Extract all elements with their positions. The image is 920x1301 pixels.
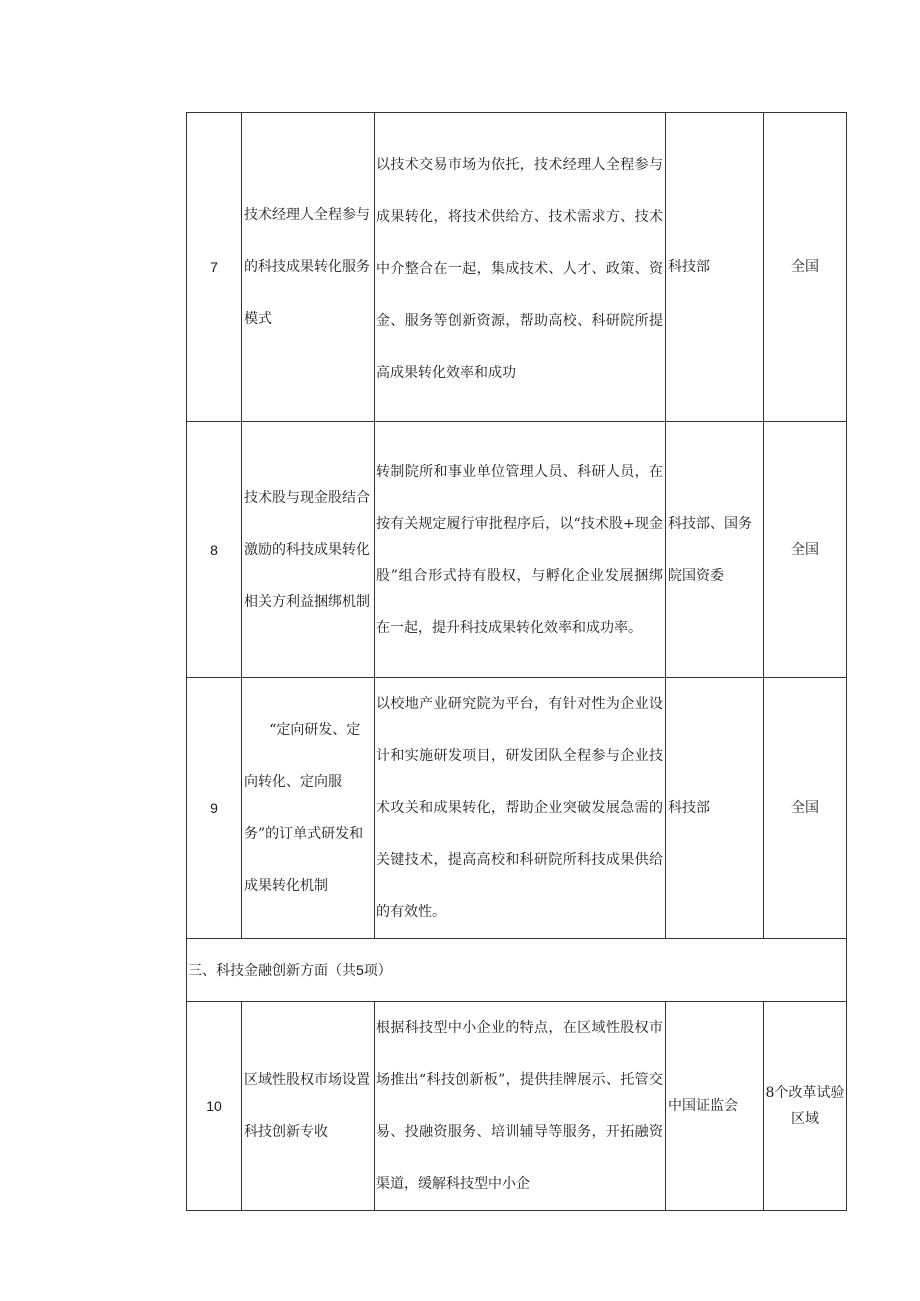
item-description: 以校地产业研究院为平台，有针对性为企业设计和实施研发项目，研发团队全程参与企业技术攻关和成果转化，帮助企业突破发展急需的关键技术，提高高校和科研院所科技成果供给的有效性。 <box>375 678 666 939</box>
table-row <box>187 1002 847 1211</box>
item-description: 以技术交易市场为依托，技术经理人全程参与成果转化，将技术供给方、技术需求方、技术中介整合在一起，集成技术、人才、政策、资金、服务等创新资源，帮助高校、科研院所提高成果转化效率和成功 <box>375 113 666 422</box>
item-description: 根据科技型中小企业的特点，在区域性股权市场推出“科技创新板”，提供挂牌展示、托管交易、投融资服务、培训辅导等服务，开拓融资渠道，缓解科技型中小企 <box>375 1002 666 1211</box>
item-name: 技术经理人全程参与的科技成果转化服务模式 <box>242 113 375 422</box>
item-name: 区域性股权市场设置科技创新专收 <box>242 1002 375 1211</box>
item-department: 科技部 <box>666 113 764 422</box>
item-name: “定向研发、定向转化、定向服务”的订单式研发和成果转化机制 <box>242 678 375 939</box>
reform-items-table <box>186 112 847 1211</box>
item-scope: 全国 <box>764 422 847 678</box>
section-title: 三、科技金融创新方面（共5项） <box>187 939 847 1002</box>
table-row <box>187 678 847 939</box>
item-department: 科技部 <box>666 678 764 939</box>
table-row <box>187 113 847 422</box>
table-row <box>187 422 847 678</box>
row-number: 10 <box>187 1002 242 1211</box>
item-department: 中国证监会 <box>666 1002 764 1211</box>
item-name: 技术股与现金股结合激励的科技成果转化相关方利益捆绑机制 <box>242 422 375 678</box>
item-scope: 8个改革试验区域 <box>764 1002 847 1211</box>
row-number: 9 <box>187 678 242 939</box>
row-number: 7 <box>187 113 242 422</box>
item-scope: 全国 <box>764 113 847 422</box>
section-header-row <box>187 939 847 1002</box>
row-number: 8 <box>187 422 242 678</box>
item-department: 科技部、国务院国资委 <box>666 422 764 678</box>
item-scope: 全国 <box>764 678 847 939</box>
item-description: 转制院所和事业单位管理人员、科研人员，在按有关规定履行审批程序后，以“技术股+现金股”组合形式持有股权，与孵化企业发展捆绑在一起，提升科技成果转化效率和成功率。 <box>375 422 666 678</box>
